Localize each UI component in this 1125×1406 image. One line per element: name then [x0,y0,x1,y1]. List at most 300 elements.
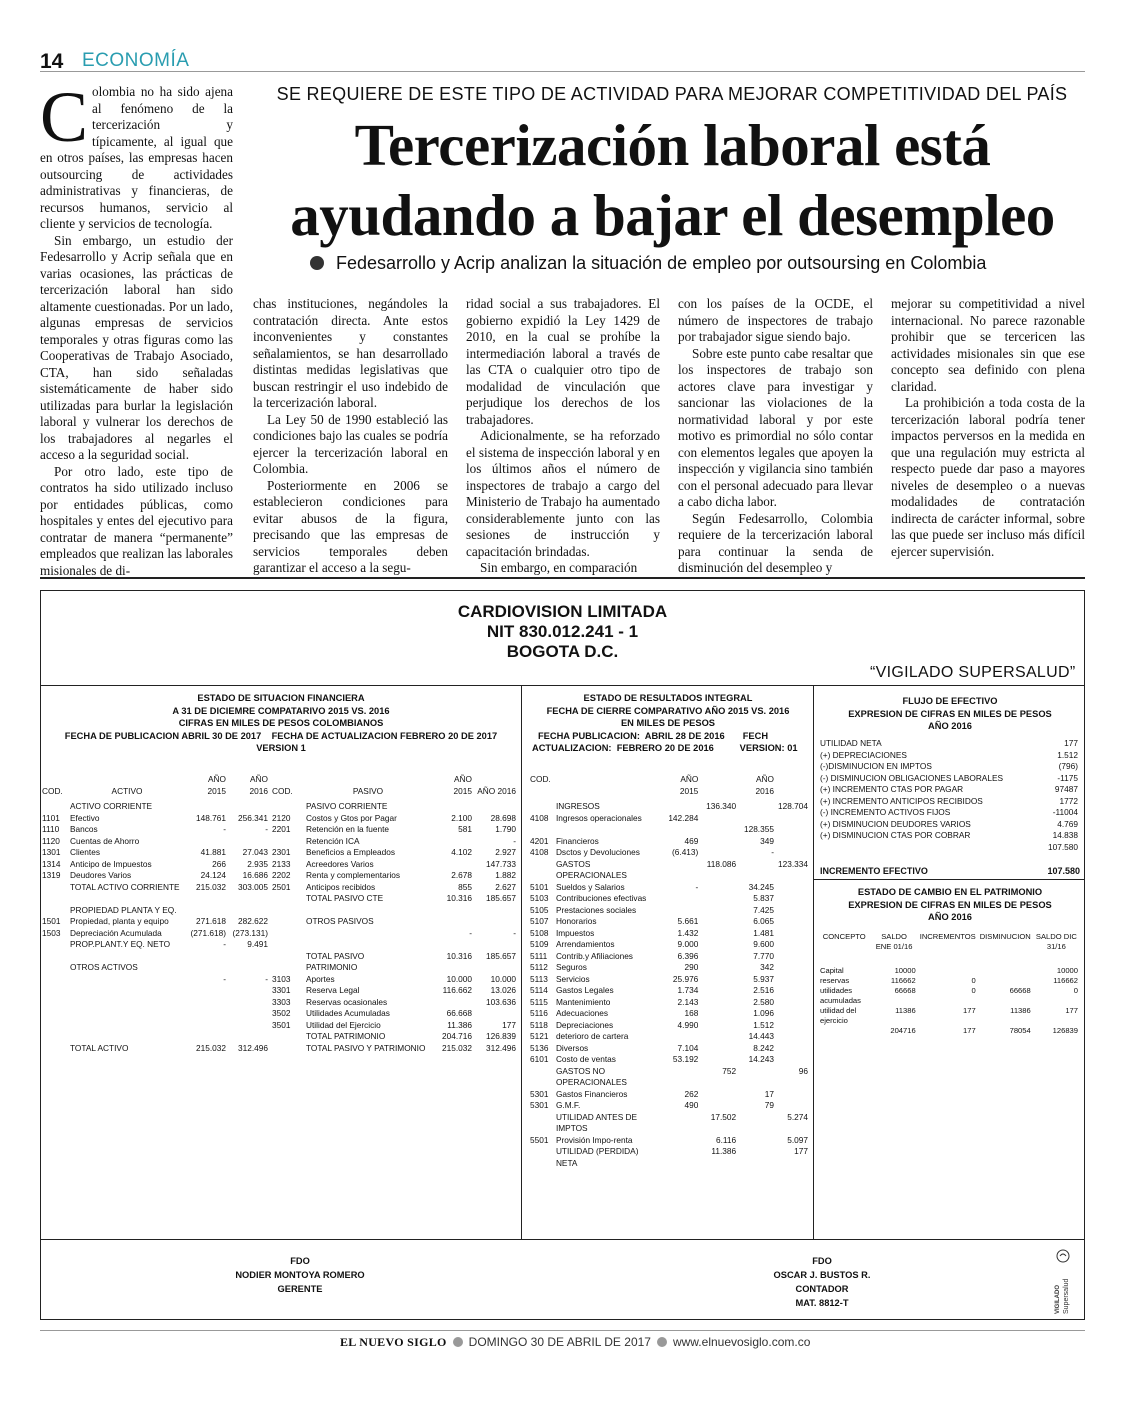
cashflow-table [818,738,1080,853]
results-row-cell [738,1146,776,1169]
balance-row-cell: 1319 [42,870,61,880]
balance-row-cell [68,1020,186,1032]
results-row-cell [700,1043,738,1055]
results-row-cell: 96 [798,1065,808,1076]
results-row-cell: 5112 [530,962,548,972]
company-name: CARDIOVISION LIMITADA [457,602,668,621]
company-header [40,602,1085,662]
balance-row-cell: 2133 [272,858,291,869]
balance-row-cell: - [223,973,226,984]
results-row-cell: 5.097 [787,1134,808,1145]
results-row-cell: 342 [760,962,774,972]
cashflow-title-line: EXPRESION DE CIFRAS EN MILES DE PESOS [848,708,1052,719]
results-row-cell [700,905,738,917]
results-row-cell: 5107 [530,916,549,926]
balance-row-cell: 3301 [272,985,291,995]
balance-row-cell: 215.032 [442,1042,472,1053]
balance-row-cell: PASIVO CORRIENTE [306,801,388,811]
equity-row [818,976,1080,986]
results-row-cell: 7.770 [753,950,774,961]
results-row [528,847,810,859]
equity-row-cell: 177 [963,1006,976,1015]
results-row [528,859,810,882]
results-row-cell [776,1100,810,1112]
cashflow-row [818,784,1080,796]
results-row [528,893,810,905]
equity-header-cell: DISMINUCION [979,932,1031,941]
article-paragraph: La prohibición a toda costa de la tercerización laboral podría tener impactos perversos en la medida en que una regulación muy estricta al respecto puede dar paso a mayores niveles de desempleo o a nuevas modalidades de contratación indirecta de carácter informal, sobre las que puede ser incluso más difícil ejercer supervisión. [891,395,1085,559]
balance-row-cell [228,997,270,1009]
equity-row-cell: 66668 [1009,986,1031,995]
footer-brand: EL NUEVO SIGLO [340,1335,447,1349]
balance-row-cell: Clientes [70,847,100,857]
balance-row-cell [432,939,474,951]
footer-dot-icon [453,1337,463,1347]
results-row-cell [738,1112,776,1135]
equity-row-cell: 11386 [895,1006,916,1015]
balance-row-cell: Retención en la fuente [306,824,390,834]
cashflow-row-cell: 177 [1064,738,1078,748]
balance-row-cell [228,905,270,917]
article-paragraph: Según Fedesarrollo, Colombia requiere de la tercerización laboral para continuar la senda de disminución del desempleo y [678,510,873,575]
equity-row-cell: 177 [963,1026,976,1035]
results-row-cell: 5108 [530,927,549,938]
signature-registration: MAT. 8812-T [795,1298,849,1308]
cashflow-row-cell: (-) INCREMENTO ACTIVOS FIJOS [820,807,951,817]
results-row-cell: GASTOS OPERACIONALES [555,858,627,880]
results-row-cell: 5.661 [677,916,699,926]
results-row [528,905,810,917]
results-row-cell [662,1031,700,1043]
results-row-cell [700,985,738,997]
balance-row-cell: 126.839 [486,1031,516,1041]
balance-row [40,962,518,974]
balance-row-cell: Reservas ocasionales [306,996,388,1007]
balance-row-cell [474,1008,518,1020]
results-row-cell [776,985,810,997]
balance-row-cell: Renta y complementarios [306,870,401,880]
results-row-cell: 5113 [530,973,548,984]
balance-row-cell [474,939,518,951]
balance-row-cell [228,1008,270,1020]
article-column-1 [40,77,233,579]
balance-row-cell: (271.618) [190,927,226,938]
balance-row-cell: 9.491 [247,939,268,949]
equity-row [818,1026,1080,1036]
cashflow-row [818,773,1080,785]
cashflow-row-cell: (-) DISMINUCION OBLIGACIONES LABORALES [820,772,1004,783]
balance-row-cell: - [223,939,226,949]
balance-row-cell: 10.316 [446,950,472,961]
balance-row-cell: 2120 [272,812,291,823]
results-row-cell [776,893,810,905]
balance-row-cell [270,962,304,974]
results-row-cell: 5118 [530,1019,548,1030]
results-row-cell: Costo de ventas [555,1054,616,1064]
cashflow-row-cell: UTILIDAD NETA [820,738,882,748]
balance-row-cell: TOTAL PASIVO Y PATRIMONIO [306,1042,426,1053]
results-row-cell: 5103 [530,893,549,903]
results-row [528,962,810,974]
results-row-cell: 5301 [530,1100,549,1110]
balance-row-cell [304,939,432,951]
balance-row [40,882,518,894]
cashflow-row-cell [818,842,1028,854]
balance-row-cell [304,928,432,940]
balance-row-cell [228,1031,270,1043]
paragraph-text: olombia no ha sido ajena al fenómeno de la tercerización y típicamente, al igual que en otros países, las empresas hacen outsourcing de actividades administrativas y financieras, de recursos humanos, servicio al cliente y servicios de tecnología. [40,84,233,231]
article-paragraph: Sobre este punto cabe resaltar que los inspectores de trabajo son actores clave para investigar y sancionar las violaciones de la normatividad laboral y por este motivo es primordial no sólo contar con elementos legales que apoyen la inspección y vigilancia sino también con el personal adecuado para llevar a cabo dicha labor. [678,345,873,509]
results-row-cell [700,1031,738,1043]
results-row-cell: GASTOS NO OPERACIONALES [555,1065,627,1087]
results-header-cell [700,774,738,801]
equity-header-cell: CONCEPTO [822,932,866,941]
equity-row-cell [818,1026,870,1036]
balance-row-cell [270,801,304,813]
balance-row-cell: 185.657 [486,893,516,903]
results-row-cell: 34.245 [748,881,774,892]
balance-row-cell [474,801,518,813]
balance-title-line: A 31 DE DICIEMRE COMPATARIVO 2015 VS. 2016 [172,705,390,716]
results-row [528,1020,810,1032]
results-header-cell: AÑO 2016 [755,774,774,796]
results-row-cell: INGRESOS [555,801,600,811]
balance-row-cell [40,974,68,986]
balance-row-cell [186,962,228,974]
balance-row-cell: - [513,835,516,846]
balance-row-cell: 1110 [42,824,60,834]
balance-row-cell: TOTAL ACTIVO CORRIENTE [70,881,180,892]
deck-text: Fedesarrollo y Acrip analizan la situación de empleo por outsoursing en Colombia [336,253,987,273]
balance-row [40,928,518,940]
balance-row-cell [186,997,228,1009]
results-row-cell: 5105 [530,904,549,915]
cashflow-row [818,830,1080,842]
results-row-cell [776,847,810,859]
article-column-3 [466,296,660,577]
balance-row-cell: 148.761 [196,812,226,823]
results-row-cell: 9.600 [753,939,774,949]
notice-divider [40,685,1085,686]
balance-row-cell: Acreedores Varios [306,858,374,869]
results-row-cell [700,951,738,963]
balance-row-cell: 2.935 [247,858,268,869]
balance-row-cell: 10.000 [490,973,516,984]
results-row-cell [776,905,810,917]
balance-row-cell [40,1020,68,1032]
results-row-cell: 11.386 [711,1146,737,1156]
results-title-line: ESTADO DE RESULTADOS INTEGRAL [583,693,753,703]
results-row-cell: 469 [684,835,699,846]
balance-row-cell: 215.032 [196,1042,226,1053]
balance-row-cell [228,951,270,963]
results-row-cell: Diversos [555,1042,589,1053]
results-row-cell: 5116 [530,1008,548,1018]
cashflow-title-line: FLUJO DE EFECTIVO [902,696,998,706]
cashflow-row-cell: (+) INCREMENTO ANTICIPOS RECIBIDOS [820,795,983,806]
results-row-cell: Provisión Impo-renta [555,1134,633,1145]
equity-title-line: ESTADO DE CAMBIO EN EL PATRIMONIO [857,887,1043,897]
results-row-cell: Gastos Financieros [555,1088,628,1099]
equity-header-cell: SALDO ENE 01/16 [875,932,913,951]
balance-header-cell: AÑO 2015 [453,774,472,796]
cashflow-row-cell: (796) [1058,761,1078,771]
balance-row [40,847,518,859]
results-title-line: ACTUALIZACION: FEBRERO 20 DE 2016 VERSION: 01 [532,743,798,753]
results-row-cell: 123.334 [778,858,808,869]
balance-row [40,870,518,882]
results-row-cell [776,824,810,836]
results-row-cell: Contrib.y Afiliaciones [555,950,633,961]
results-row-cell: 5109 [530,939,549,949]
article-deck [310,253,1080,274]
results-row-cell: Dsctos y Devoluciones [555,847,640,857]
results-row [528,824,810,836]
cashflow-row-cell: -11004 [1052,807,1078,817]
balance-row-cell: 66.668 [446,1008,472,1018]
balance-row-cell: 271.618 [196,916,226,926]
balance-title-line: ESTADO DE SITUACION FINANCIERA [197,693,365,703]
results-row-cell: Seguros [555,962,587,972]
results-row-cell [700,974,738,986]
results-row-cell: 1.512 [753,1019,774,1030]
balance-row-cell: 282.622 [238,916,268,926]
balance-row-cell [432,916,474,928]
article-headline: Tercerización laboral está ayudando a bajar el desempleo [290,112,1055,248]
balance-row-cell: PATRIMONIO [306,962,358,972]
results-row-cell [700,1100,738,1112]
results-row-cell [776,997,810,1009]
equity-row [818,1006,1080,1026]
results-row-cell: 2.516 [753,985,774,995]
balance-row-cell: Deudores Varios [70,870,132,880]
results-row-cell [738,801,776,813]
balance-row-cell [186,985,228,997]
balance-row-cell: 10.000 [446,973,472,984]
balance-row [40,859,518,871]
balance-row-cell: 2.100 [451,812,472,823]
balance-row-cell: 1120 [42,835,60,846]
results-row-cell: 5136 [530,1042,549,1053]
balance-row-cell: TOTAL PASIVO CTE [306,893,384,903]
balance-row-cell [186,801,228,813]
results-row [528,928,810,940]
results-row-cell [776,1054,810,1066]
balance-row [40,893,518,905]
cashflow-row [818,738,1080,750]
balance-row [40,939,518,951]
results-row-cell [776,813,810,825]
balance-row-cell [270,1043,304,1055]
results-row-cell [776,928,810,940]
results-row-cell: 1.734 [677,985,699,995]
equity-row-cell: 126839 [1052,1026,1078,1035]
equity-row-cell [918,966,978,976]
results-row-cell [776,882,810,894]
balance-row-cell: 1.790 [495,824,516,834]
balance-row-cell [270,836,304,848]
balance-header-cell: COD. [42,785,63,796]
results-row-cell: 290 [684,962,699,972]
balance-row-cell [270,905,304,917]
equity-row-cell: 116662 [1053,976,1078,985]
results-title-line: FECHA PUBLICACION: ABRIL 28 DE 2016 FECH [538,730,769,741]
balance-row-cell: ACTIVO CORRIENTE [70,801,153,811]
equity-row-cell: utilidades acumuladas [820,986,861,1005]
results-row-cell [662,824,700,836]
balance-row [40,905,518,917]
results-row [528,1043,810,1055]
results-row-cell: 53.192 [672,1054,699,1064]
results-row-cell: 128.704 [778,801,808,811]
balance-row-cell [270,928,304,940]
results-row-cell: 1.481 [753,927,774,938]
equity-table [818,932,1080,1036]
results-row-cell [776,1031,810,1043]
footer-url[interactable]: www.elnuevosiglo.com.co [672,1335,811,1349]
results-row-cell [700,893,738,905]
results-row-cell: - [695,881,699,892]
balance-row-cell [432,905,474,917]
svg-text:Supersalud: Supersalud [1063,1278,1070,1314]
balance-row-cell: 256.341 [238,812,268,823]
balance-row-cell [228,985,270,997]
article-column-5 [891,296,1085,560]
equity-row-cell: 10000 [1056,966,1078,975]
signature-left [150,1254,450,1296]
balance-row-cell [432,962,474,974]
equity-row-cell: 66668 [894,986,916,995]
cashflow-row-cell: -1175 [1057,772,1078,783]
balance-row-cell: 103.636 [486,996,516,1007]
balance-header-cell: AÑO 2015 [207,774,226,796]
balance-row-cell [40,1043,68,1055]
results-row-cell [776,1008,810,1020]
results-header [528,774,810,801]
equity-row-cell: 177 [1065,1006,1078,1015]
balance-row-cell [68,951,186,963]
balance-row-cell: Anticipos recibidos [306,881,376,892]
equity-header-cell: INCREMENTOS [919,932,976,941]
results-row-cell [776,916,810,928]
signature-right [672,1254,972,1310]
balance-table [40,774,518,1054]
results-row-cell [554,824,663,836]
balance-row-cell: 215.032 [196,881,226,892]
results-row-cell [776,1020,810,1032]
signature-role: CONTADOR [795,1284,849,1294]
results-row [528,1146,810,1169]
balance-row-cell: 28.698 [490,812,516,823]
balance-row-cell: 1301 [42,847,61,857]
balance-row-cell [68,985,186,997]
balance-row-cell [304,905,432,917]
results-row-cell [662,1066,700,1089]
cashflow-row-cell: 107.580 [1048,841,1078,852]
results-row-cell: Arrendamientos [555,939,615,949]
balance-row-cell [270,916,304,928]
cashflow-row-cell: (+) DISMINUCION DEUDORES VARIOS [820,818,971,829]
balance-header-cell: ACTIVO [111,785,143,796]
balance-row-cell: 312.496 [238,1042,268,1053]
article-paragraph: con los países de la OCDE, el número de inspectores de trabajo por trabajador sigue siendo bajo. [678,296,873,344]
balance-row [40,1008,518,1020]
cashflow-row [818,842,1080,854]
balance-row-cell: 2501 [272,881,291,892]
balance-row [40,1031,518,1043]
results-row-cell: Servicios [555,973,590,984]
results-row-cell [700,882,738,894]
footer-rule [40,1330,1085,1331]
balance-row-cell: 2.627 [495,881,516,892]
article-divider [40,577,1085,579]
balance-row [40,985,518,997]
balance-row-cell: Bancos [70,824,98,834]
results-row-cell [662,1146,700,1169]
balance-title-line: CIFRAS EN MILES DE PESOS COLOMBIANOS [178,718,384,728]
signature-line: FDO [812,1256,832,1266]
equity-header [818,932,1080,966]
article-paragraph: Por otro lado, este tipo de contratos ha sido utilizado incluso por entidades públicas, como hospitales y entes del ejecutivo para contratar de manera “permanente” empleados que realizan las laborales misionales de di- [40,463,233,578]
results-row [528,1066,810,1089]
results-header-cell [554,774,663,801]
equity-row-cell: reservas [820,976,850,985]
column-separator [521,685,522,1240]
results-row-cell: 7.104 [677,1042,699,1053]
equity-row-cell: 0 [971,976,976,985]
balance-row-cell: Beneficios a Empleados [306,847,396,857]
results-row-cell: 5301 [530,1088,549,1099]
results-row [528,1031,810,1043]
equity-row-cell: 10000 [894,966,916,975]
balance-row-cell: 1314 [42,858,61,869]
balance-row-cell: 4.102 [451,847,472,857]
equity-title-line: AÑO 2016 [928,912,972,922]
results-row-cell: deterioro de cartera [555,1031,629,1041]
balance-row-cell [186,893,228,905]
results-row-cell: 1.432 [677,927,699,938]
results-header-cell: AÑO 2015 [679,774,699,796]
results-row-cell: 8.242 [753,1042,774,1053]
article-kicker: SE REQUIERE DE ESTE TIPO DE ACTIVIDAD PARA MEJORAR COMPETITIVIDAD DEL PAÍS [276,84,1068,104]
balance-row-cell: Cuentas de Ahorro [70,835,140,846]
balance-row-cell [68,1031,186,1043]
results-title [524,692,812,755]
balance-row-cell: 13.026 [490,985,516,995]
balance-row [40,1020,518,1032]
article-paragraph: Posteriormente en 2006 se establecieron condiciones para evitar abusos de la figura, precisando que las empresas de servicios temporales deben garantizar el acceso a la segu- [253,477,448,575]
balance-header-cell: AÑO 2016 [249,774,268,796]
balance-row-cell: OTROS ACTIVOS [70,962,138,972]
results-row-cell: - [771,847,774,857]
balance-row-cell: Propiedad, planta y equipo [70,916,169,926]
cashflow-row-cell: (-)DISMINUCION EN IMPTOS [820,761,932,771]
article-paragraph: mejorar su competitividad a nivel internacional. No parece razonable prohibir que se tercericen las actividades misionales sin que ese concepto sea definido con plena claridad. [891,296,1085,394]
results-row-cell: 79 [764,1100,774,1110]
results-row-cell [662,1135,700,1147]
balance-row-cell: TOTAL ACTIVO [70,1042,129,1053]
balance-row-cell: 855 [458,881,472,892]
balance-row-cell: - [265,824,268,834]
article-paragraph: La Ley 50 de 1990 estableció las condiciones bajo las cuales se podría ejercer la tercerización laboral en Colombia. [253,411,448,476]
balance-row-cell [186,1031,228,1043]
results-row [528,951,810,963]
results-row-cell: 5121 [530,1031,549,1041]
results-row-cell: 5501 [530,1134,549,1145]
cashflow-row [818,750,1080,762]
cashflow-row [818,796,1080,808]
balance-row-cell [228,962,270,974]
